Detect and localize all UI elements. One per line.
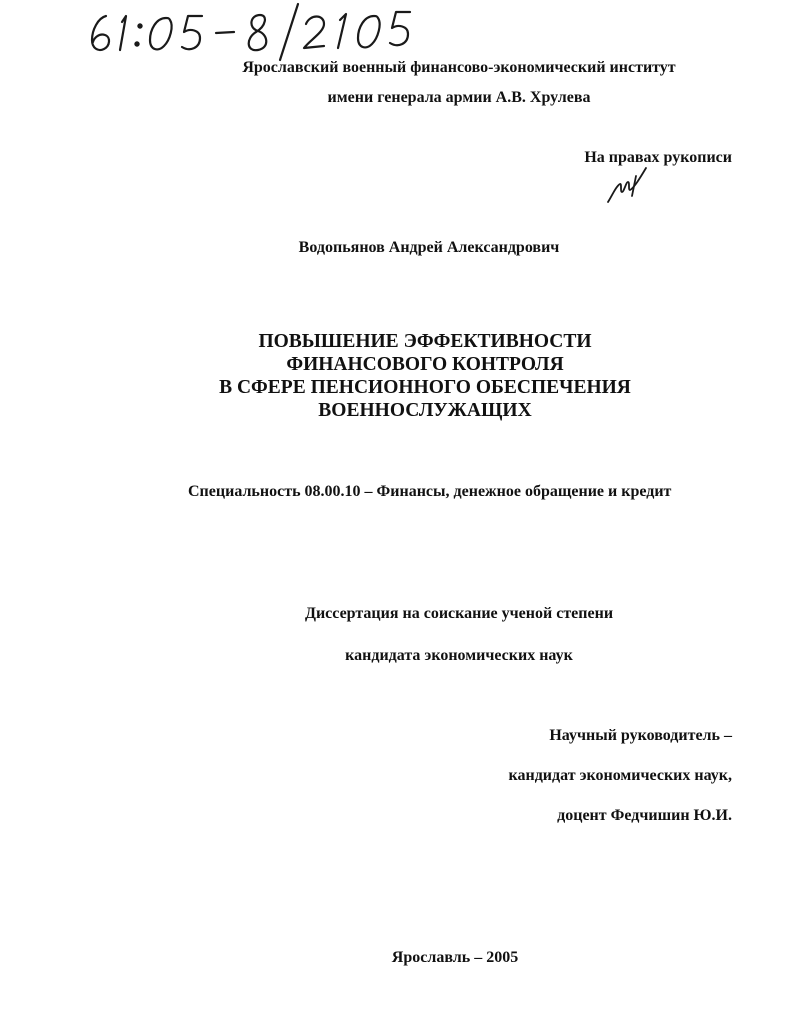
title-line: В СФЕРЕ ПЕНСИОННОГО ОБЕСПЕЧЕНИЯ xyxy=(219,377,631,398)
dissertation-degree-line2: кандидата экономических наук xyxy=(345,647,573,664)
city-year-footer: Ярославль – 2005 xyxy=(391,949,519,966)
dissertation-title xyxy=(0,330,798,422)
title-line: ПОВЫШЕНИЕ ЭФФЕКТИВНОСТИ xyxy=(258,331,592,352)
supervisor-name: доцент Федчишин Ю.И. xyxy=(557,807,732,824)
supervisor-degree: кандидат экономических наук, xyxy=(508,767,732,784)
manuscript-rights-note: На правах рукописи xyxy=(584,149,732,166)
author-name: Водопьянов Андрей Александрович xyxy=(298,239,560,256)
handwritten-archive-number xyxy=(84,0,484,62)
supervisor-label: Научный руководитель – xyxy=(549,727,732,744)
specialty-line: Специальность 08.00.10 – Финансы, денежное обращение и кредит xyxy=(188,483,672,500)
title-line: ВОЕННОСЛУЖАЩИХ xyxy=(318,400,532,421)
institute-name-line2: имени генерала армии А.В. Хрулева xyxy=(327,89,591,106)
dissertation-degree-line1: Диссертация на соискание ученой степени xyxy=(304,605,614,622)
handwritten-signature xyxy=(606,166,656,206)
institute-name-line1: Ярославский военный финансово-экономический институт xyxy=(242,59,676,76)
title-line: ФИНАНСОВОГО КОНТРОЛЯ xyxy=(286,354,564,375)
